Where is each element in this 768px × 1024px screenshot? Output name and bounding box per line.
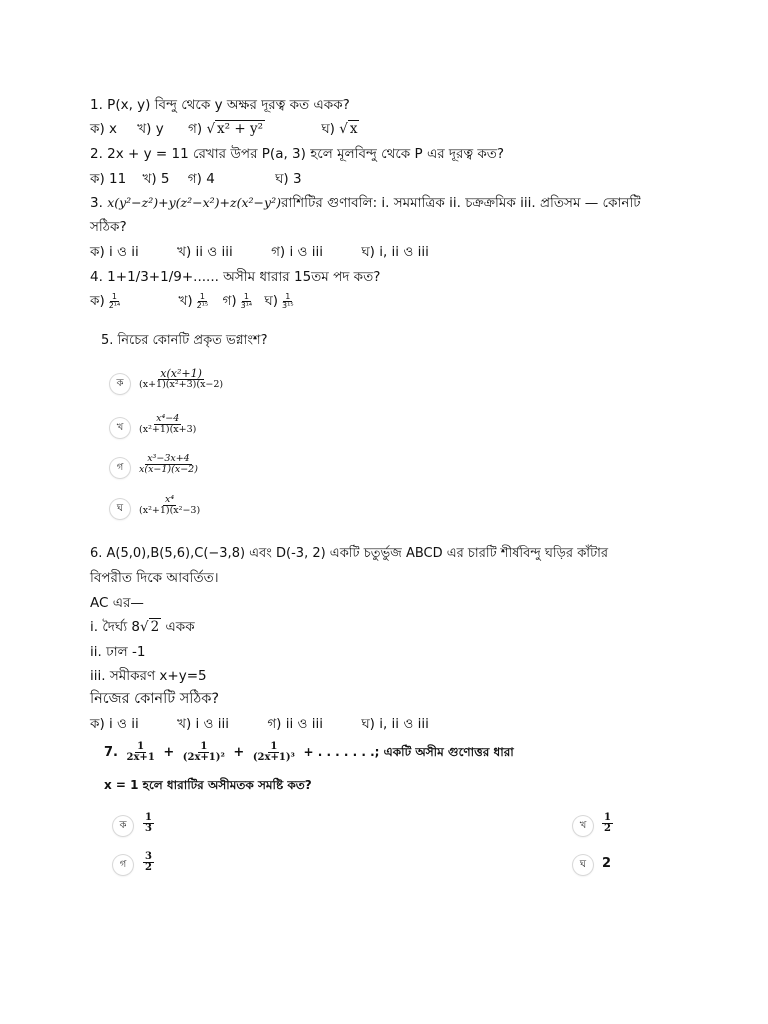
q3-options: [90, 243, 429, 261]
q3-text: 3. x(y²−z²)+y(z²−x²)+z(x²−y²)রাশিটির গুণাবলি: i. সমমাত্রিক ii. চক্রক্রমিক iii. প্রতিসম — কোনটি: [90, 195, 641, 211]
q2-option-b: খ) 5: [142, 171, 170, 187]
q7-question: x = 1 হলে ধারাটির অসীমতক সমষ্টি কত?: [104, 778, 312, 792]
q7-option-c-badge: গ: [113, 855, 133, 875]
q6-question: নিজের কোনটি সঠিক?: [90, 691, 220, 707]
q2-option-a: ক) 11: [90, 171, 127, 187]
q3-option-c: গ) i ও iii: [271, 244, 324, 260]
q7-option-b: $\frac{1}{2}$: [604, 812, 611, 834]
q1-text: 1. P(x, y) বিন্দু থেকে y অক্ষর দূরত্ব কত একক?: [90, 97, 350, 113]
q1-option-a: ক) x: [90, 121, 117, 137]
q6-option-d: ঘ) i, ii ও iii: [361, 716, 429, 732]
sqrt-symbol: √ x² + y²: [206, 121, 264, 137]
q3-option-b: খ) ii ও iii: [177, 244, 233, 260]
q5-option-b-badge: খ: [110, 418, 130, 438]
q7-option-d: 2: [602, 856, 612, 871]
q6-options: [90, 715, 429, 733]
q6-text-line1: 6. A(5,0),B(5,6),C(−3,8) এবং D(-3, 2) একটি চতুর্ভুজ ABCD এর চারটি শীর্ষবিন্দু ঘড়ির কাঁটার: [90, 546, 609, 561]
q5-option-d-badge: ঘ: [110, 499, 130, 519]
q6-ac-heading: AC এর—: [90, 595, 144, 611]
q4-options: [90, 292, 298, 316]
q1-option-c: গ) √ x² + y²: [188, 121, 264, 137]
q1-option-b: খ) y: [137, 121, 164, 137]
q2-text: 2. 2x + y = 11 রেখার উপর P(a, 3) হলে মূলবিন্দু থেকে P এর দূরত্ব কত?: [90, 146, 505, 162]
q5-text: 5. নিচের কোনটি প্রকৃত ভগ্নাংশ?: [101, 333, 268, 348]
q7-series: 7. $\frac{1}{2x+1}$ + $\frac{1}{\text{(2x+1)²}}$ + $\frac{1}{\text{(2x+1)³}}$ + . . . . . . .; একটি অসীম গুণোত্তর ধারা: [104, 741, 514, 763]
q7-option-b-badge: খ: [573, 816, 593, 836]
q7-option-a-badge: ক: [113, 816, 133, 836]
q1-options: [90, 120, 359, 138]
q2-options: [90, 170, 302, 188]
q2-option-d: ঘ) 3: [275, 171, 302, 187]
q7-option-d-badge: ঘ: [573, 855, 593, 875]
q4-option-b: খ) $\frac{1}{\text{2¹⁵}}$: [178, 291, 209, 310]
sqrt-symbol: √ x: [339, 121, 358, 137]
q5-option-d: $\frac{\text{x⁴}}{\text{(x²+1)(x²−3)}}$: [139, 494, 201, 516]
q6-statement-iii: iii. সমীকরণ x+y=5: [90, 668, 207, 684]
q1-option-d: ঘ) √ x: [321, 121, 358, 137]
q2-option-c: গ) 4: [187, 171, 215, 187]
q4-option-a: ক) $\frac{1}{\text{2¹⁴}}$: [90, 291, 121, 310]
sqrt-symbol: √ 2: [140, 619, 160, 635]
q5-option-c-badge: গ: [110, 458, 130, 478]
q7-option-c: $\frac{3}{2}$: [145, 851, 152, 873]
q5-option-c: $\frac{\text{x³−3x+4}}{x(x-1)(x-2)}$: [139, 453, 198, 475]
q4-option-c: গ) $\frac{1}{\text{3¹⁴}}$: [222, 291, 253, 310]
q6-statement-ii: ii. ঢাল -1: [90, 644, 146, 660]
q7-option-a: $\frac{1}{3}$: [145, 812, 152, 834]
q6-statement-i: i. দৈর্ঘ্য 8√ 2 একক: [90, 619, 195, 635]
q3-expression: x(y²−z²)+y(z²−x²)+z(x²−y²): [107, 195, 281, 210]
q3-text-cont: সঠিক?: [90, 219, 127, 235]
q6-option-c: গ) ii ও iii: [267, 716, 324, 732]
q3-option-d: ঘ) i, ii ও iii: [361, 244, 429, 260]
q5-option-b: $\frac{\text{x⁴−4}}{\text{(x²+1)(x+3)}}$: [139, 413, 197, 435]
q4-text: 4. 1+1/3+1/9+...... অসীম ধারার 15তম পদ কত?: [90, 269, 381, 285]
q6-option-a: ক) i ও ii: [90, 716, 139, 732]
q5-option-a-badge: ক: [110, 374, 130, 394]
q3-option-a: ক) i ও ii: [90, 244, 139, 260]
q5-option-a: $\frac{\text{x(x²+1)}}{\text{(x+1)(x²+3)(x−2)}}$: [139, 367, 224, 390]
q6-text-line2: বিপরীত দিকে আবর্তিত।: [90, 570, 219, 586]
q6-option-b: খ) i ও iii: [177, 716, 230, 732]
q4-option-d: ঘ) $\frac{1}{\text{3¹⁵}}$: [264, 291, 294, 310]
